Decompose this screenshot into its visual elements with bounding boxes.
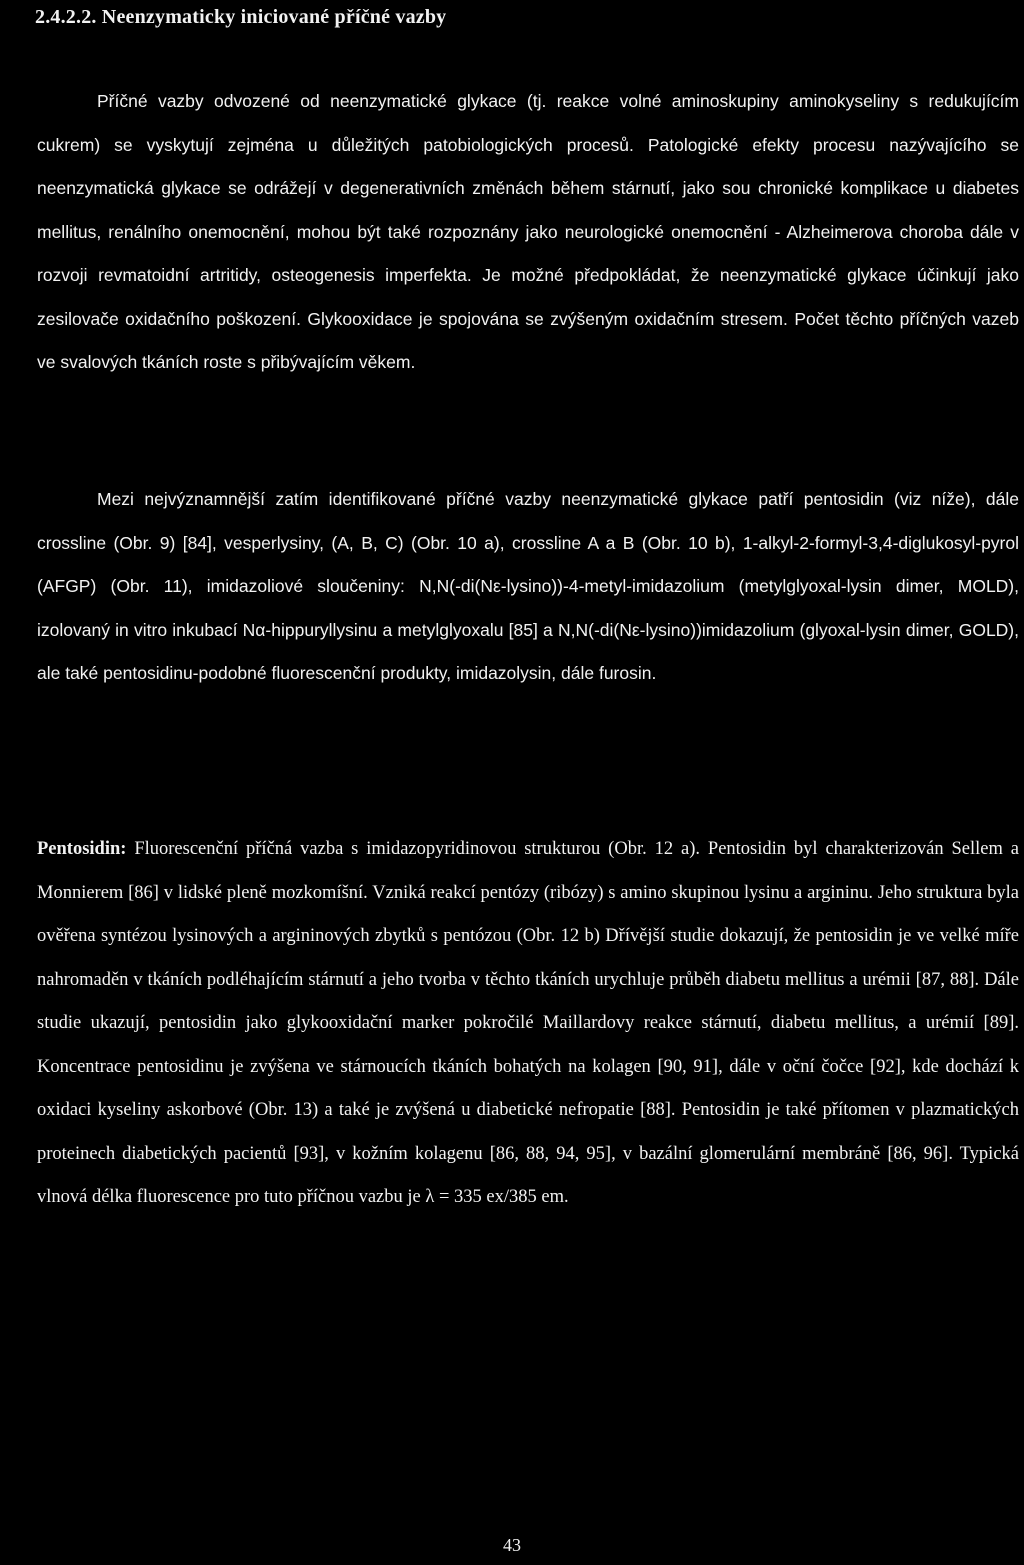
paragraph-pentosidin — [37, 828, 1019, 1220]
section-heading: 2.4.2.2. Neenzymaticky iniciované příčné vazby — [35, 6, 447, 28]
pentosidin-body-text: Fluorescenční příčná vazba s imidazopyridinovou strukturou (Obr. 12 a). Pentosidin byl charakterizován Sellem a Monnierem [86] v lidské pleně mozkomíšní. Vzniká reakcí pentózy (ribózy) s amino skupinou lysinu a argininu. Jeho struktura byla ověřena syntézou lysinových a argininových zbytků s pentózou (Obr. 12 b) Dřívější studie dokazují, že pentosidin je ve velké míře nahromaděn v tkáních podléhajícím stárnutí a jeho tvorba v těchto tkáních urychluje průběh diabetu mellitus a urémii [87, 88]. Dále studie ukazují, pentosidin jako glykooxidační marker pokročilé Maillardovy reakce stárnutí, diabetu mellitus, a urémií [89]. Koncentrace pentosidinu je zvýšena ve stárnoucích tkáních bohatých na kolagen [90, 91], dále v oční čočce [92], kde dochází k oxidaci kyseliny askorbové (Obr. 13) a také je zvýšená u diabetické nefropatie [88]. Pentosidin je také přítomen v plazmatických proteinech diabetických pacientů [93], v kožním kolagenu [86, 88, 94, 95], v bazální glomerulární membráně [86, 96]. Typická vlnová délka fluorescence pro tuto příčnou vazbu je λ = 335 ex/385 em. — [37, 839, 1019, 1207]
paragraph-crosslinks-list: Mezi nejvýznamnější zatím identifikované příčné vazby neenzymatické glykace patří pentosidin (viz níže), dále crossline (Obr. 9) [84], vesperlysiny, (A, B, C) (Obr. 10 a), crossline A a B (Obr. 10 b), 1-alkyl-2-formyl-3,4-diglukosyl-pyrol (AFGP) (Obr. 11), imidazoliové sloučeniny: N,N(-di(Nε-lysino))-4-metyl-imidazolium (metylglyoxal-lysin dimer, MOLD), izolovaný in vitro inkubací Nα-hippuryllysinu a metylglyoxalu [85] a N,N(-di(Nε-lysino))imidazolium (glyoxal-lysin dimer, GOLD), ale také pentosidinu-podobné fluorescenční produkty, imidazolysin, dále furosin. — [37, 489, 1019, 683]
page-number: 43 — [503, 1535, 521, 1555]
pentosidin-lead-term: Pentosidin: — [37, 839, 127, 859]
paragraph-glycation-intro: Příčné vazby odvozené od neenzymatické glykace (tj. reakce volné aminoskupiny aminokyseliny s redukujícím cukrem) se vyskytují zejména u důležitých patobiologických procesů. Patologické efekty procesu nazývajícího se neenzymatická glykace se odrážejí v degenerativních změnách během stárnutí, jako sou chronické komplikace u diabetes mellitus, renálního onemocnění, mohou být také rozpoznány jako neurologické onemocnění - Alzheimerova choroba dále v rozvoji revmatoidní artritidy, osteogenesis imperfekta. Je možné předpokládat, že neenzymatické glykace účinkují jako zesilovače oxidačního poškození. Glykooxidace je spojována se zvýšeným oxidačním stresem. Počet těchto příčných vazeb ve svalových tkáních roste s přibývajícím věkem. — [37, 91, 1019, 372]
